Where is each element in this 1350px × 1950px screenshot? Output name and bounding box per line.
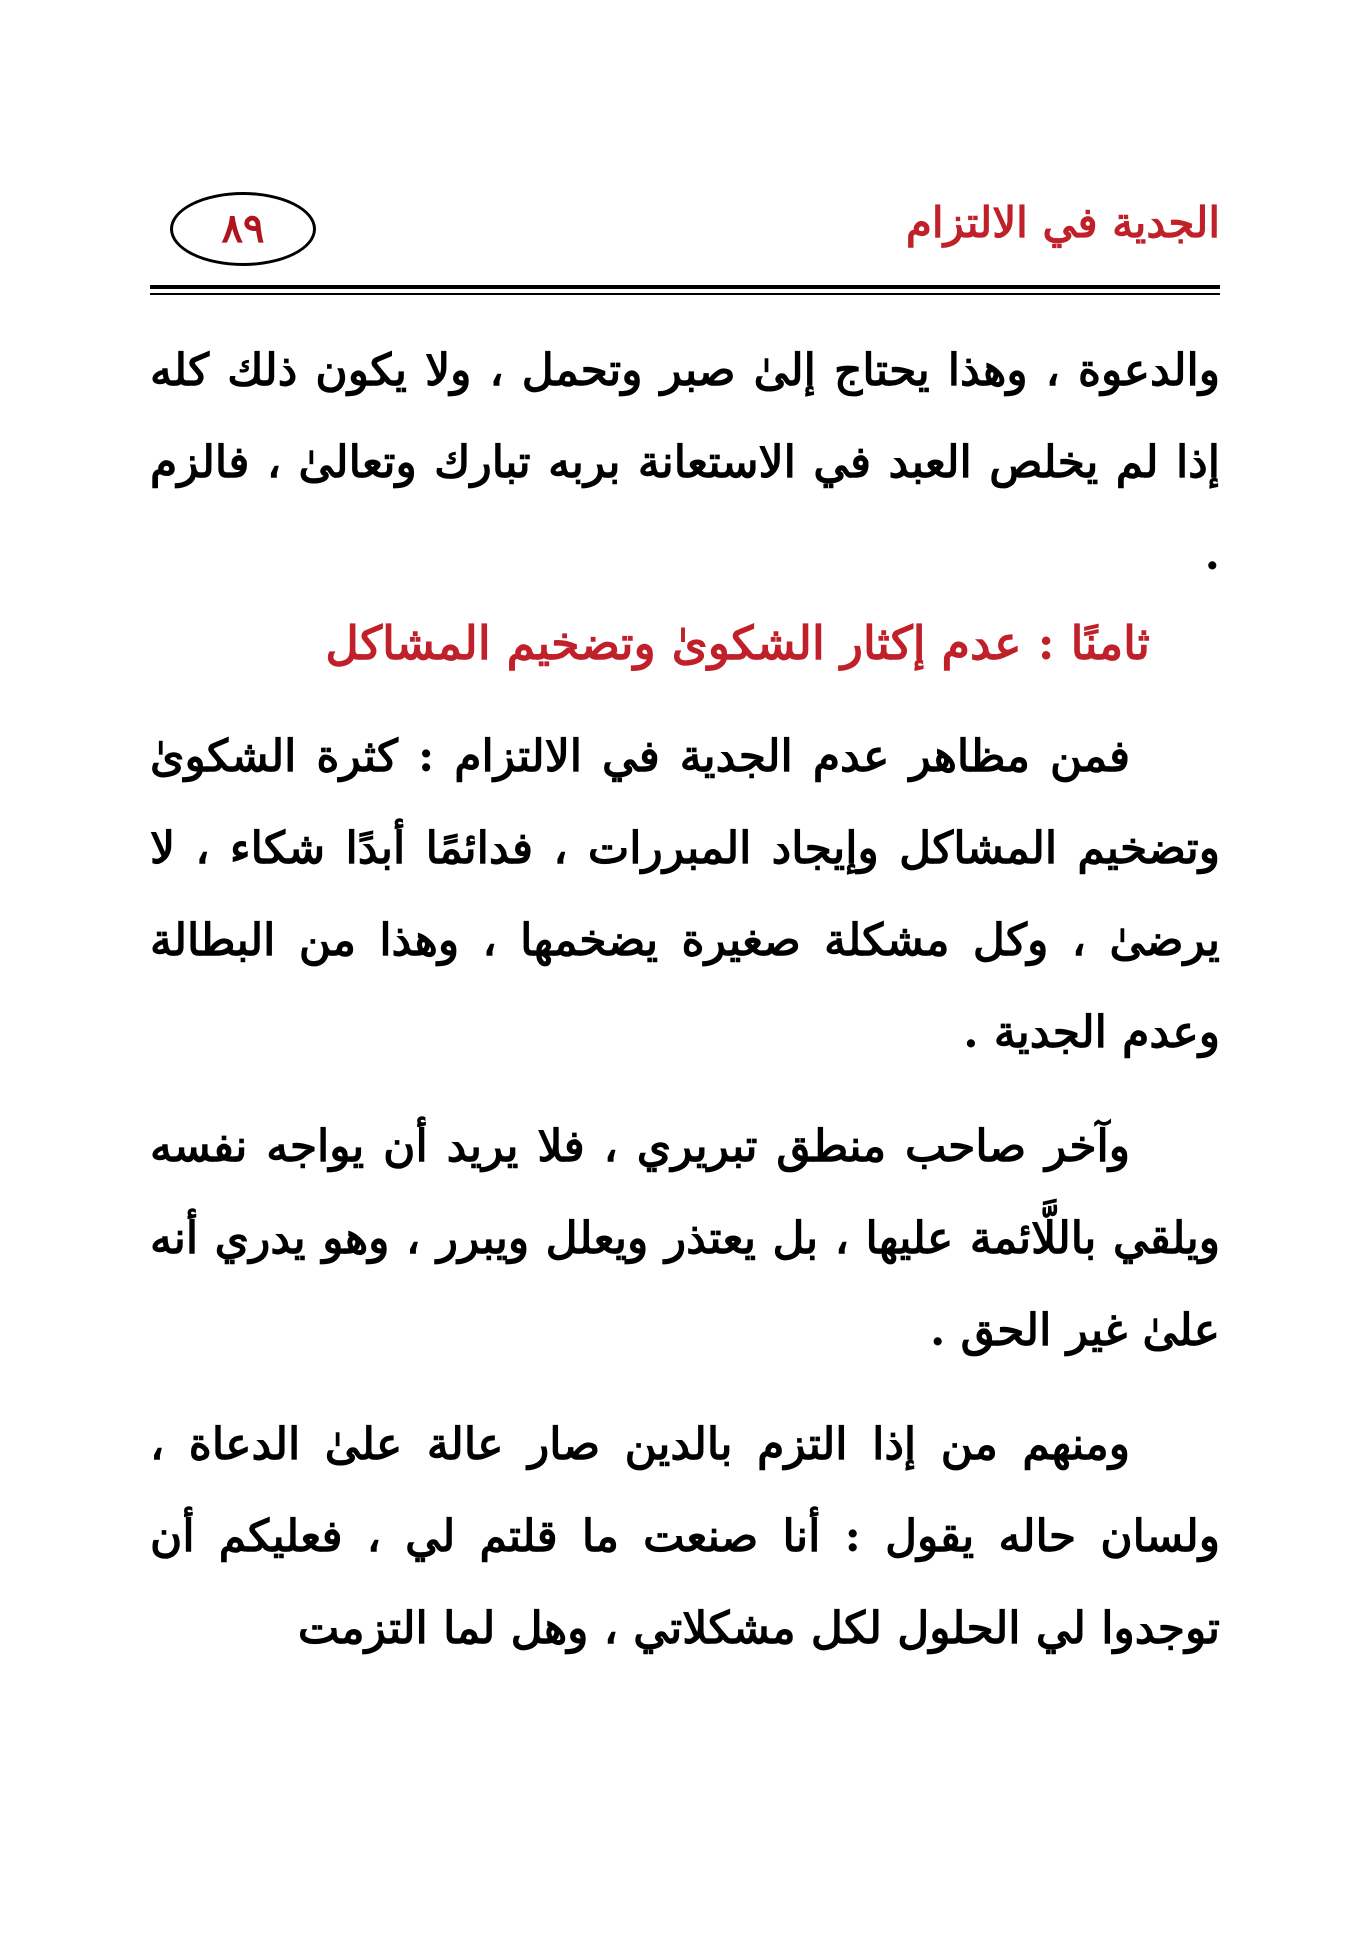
paragraph-1: والدعوة ، وهذا يحتاج إلىٰ صبر وتحمل ، ولا يكون ذلك كله إذا لم يخلص العبد في الاستعانة بربه تبارك وتعالىٰ ، فالزم .	[150, 345, 1220, 580]
page-number: ٨٩	[170, 192, 316, 266]
running-title: الجدية في الالتزام	[905, 198, 1220, 247]
section-heading: ثامنًا : عدم إكثار الشكوىٰ وتضخيم المشاكل	[325, 616, 1150, 670]
page-body	[150, 325, 1220, 1675]
paragraph-3: وآخر صاحب منطق تبريري ، فلا يريد أن يواجه نفسه ويلقي باللَّائمة عليها ، بل يعتذر ويعلل ويبرر ، وهو يدري أنه علىٰ غير الحق .	[150, 1121, 1220, 1356]
paragraph-4: ومنهم من إذا التزم بالدين صار عالة علىٰ الدعاة ، ولسان حاله يقول : أنا صنعت ما قلتم لي ، فعليكم أن توجدوا لي الحلول لكل مشكلاتي ، وهل لما التزمت	[150, 1419, 1220, 1654]
book-page	[150, 180, 1220, 1675]
header-divider	[150, 285, 1220, 295]
page-header	[150, 180, 1220, 285]
paragraph-2: فمن مظاهر عدم الجدية في الالتزام : كثرة الشكوىٰ وتضخيم المشاكل وإيجاد المبررات ، فدائمًا أبدًا شكاء ، لا يرضىٰ ، وكل مشكلة صغيرة يضخمها ، وهذا من البطالة وعدم الجدية .	[150, 731, 1220, 1058]
